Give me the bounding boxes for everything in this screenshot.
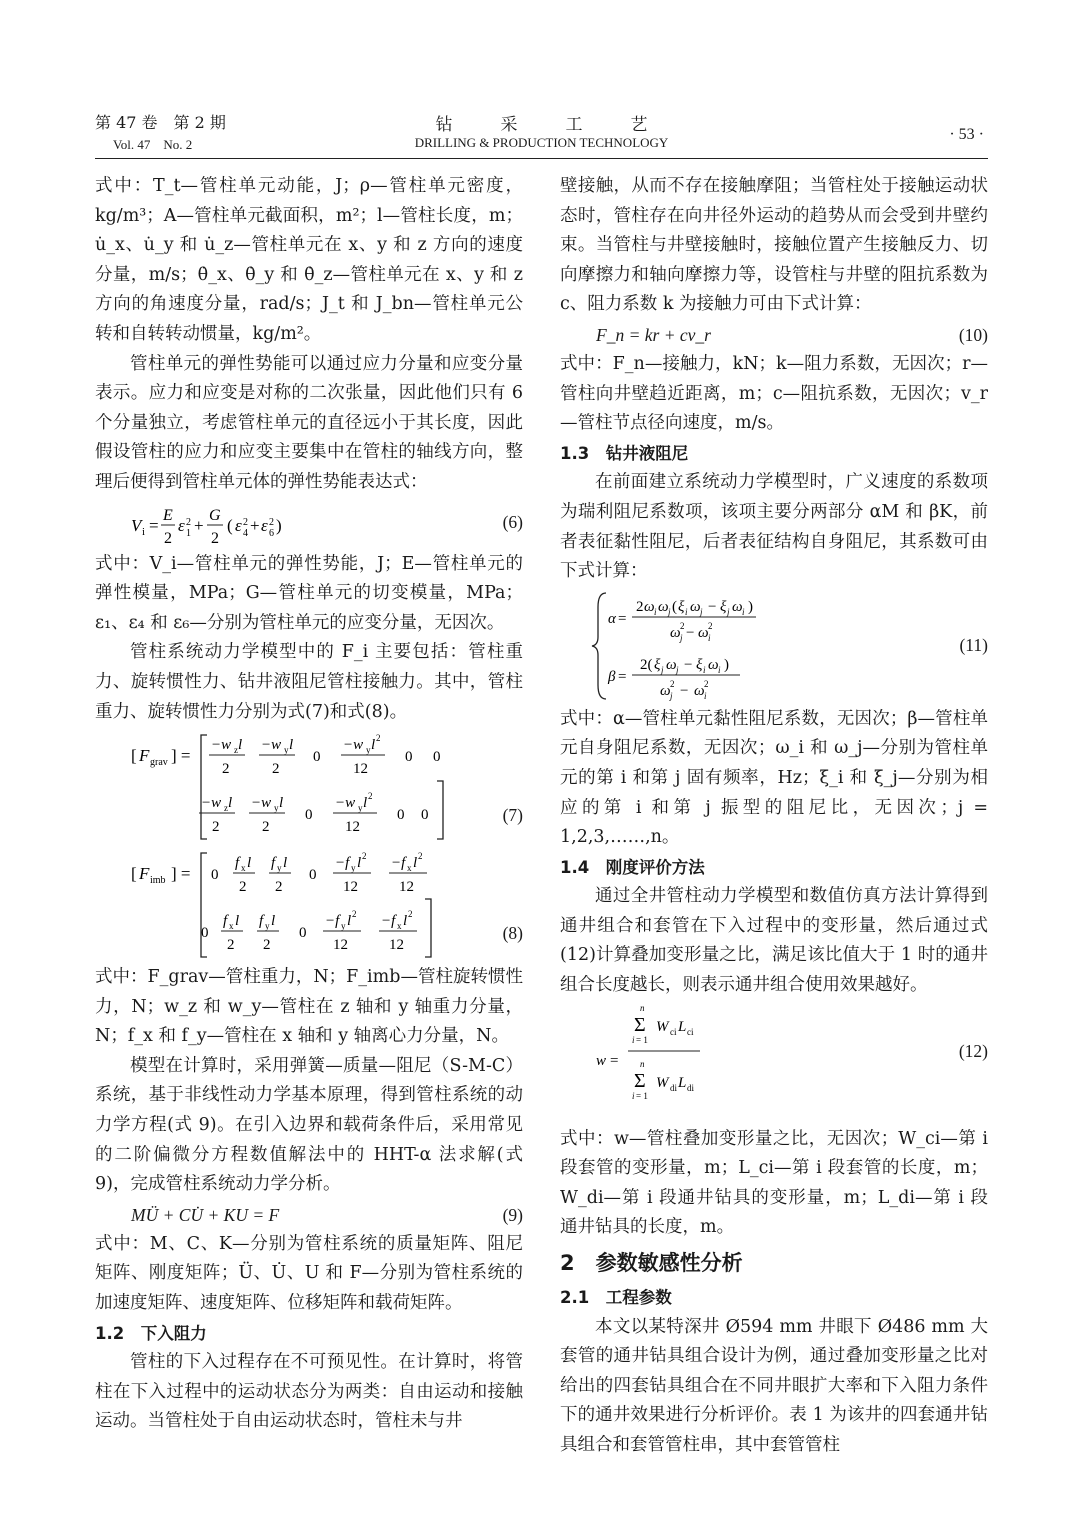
svg-text:= 1: = 1 (636, 1034, 648, 1045)
equation-10-formula: F_n = kr + cv_r (596, 324, 711, 345)
svg-text:12: 12 (399, 879, 414, 896)
equation-11 (560, 587, 988, 705)
svg-text:x: x (229, 921, 234, 932)
svg-text:−f: −f (335, 855, 350, 872)
svg-text:i: i (703, 664, 706, 675)
svg-text:di: di (670, 1082, 678, 1093)
svg-text:2: 2 (636, 598, 644, 615)
svg-text:12: 12 (333, 937, 348, 954)
svg-text:w: w (596, 1052, 607, 1069)
svg-text:i: i (632, 1090, 635, 1101)
svg-text:y: y (358, 803, 363, 814)
svg-text:0: 0 (397, 807, 405, 824)
svg-text:=: = (618, 610, 627, 627)
svg-text:f: f (223, 913, 228, 930)
svg-text:ξ: ξ (696, 656, 703, 673)
svg-text:12: 12 (389, 937, 404, 954)
svg-text:ω: ω (666, 656, 677, 673)
svg-text:1: 1 (186, 527, 191, 539)
svg-text:i: i (708, 632, 711, 643)
svg-text:l: l (371, 737, 376, 754)
svg-text:i: i (742, 606, 745, 617)
svg-text:i: i (704, 690, 707, 701)
equation-12-formula (560, 1001, 860, 1125)
svg-text:2: 2 (262, 819, 270, 836)
equation-7-formula (95, 727, 523, 845)
svg-text:): ) (724, 656, 729, 673)
svg-text:l: l (357, 855, 362, 872)
svg-text:l: l (235, 913, 240, 930)
svg-text:l: l (247, 855, 252, 872)
svg-text:ω: ω (698, 624, 709, 641)
svg-text:j: j (676, 664, 679, 675)
svg-text:−: − (684, 656, 693, 673)
svg-text:L: L (678, 1018, 687, 1035)
svg-text:L: L (678, 1074, 687, 1091)
svg-text:j: j (670, 690, 673, 701)
svg-text:−f: −f (325, 913, 340, 930)
svg-text:j: j (727, 606, 730, 617)
svg-text:G: G (209, 506, 221, 524)
journal-title-en: DRILLING & PRODUCTION TECHNOLOGY (414, 135, 669, 150)
svg-text:6: 6 (269, 527, 274, 539)
svg-text:2: 2 (272, 761, 280, 778)
svg-text:0: 0 (313, 749, 321, 766)
svg-text:x: x (407, 863, 412, 874)
equation-6-formula (95, 498, 395, 550)
svg-text:ε: ε (235, 515, 242, 535)
svg-text:x: x (241, 863, 246, 874)
svg-text:[: [ (131, 864, 137, 884)
svg-text:2: 2 (708, 620, 713, 631)
paragraph: 模型在计算时，采用弹簧—质量—阻尼（S-M-C）系统，基于非线性动力学基本原理，得到管柱系统的动力学方程(式 9)。在引入边界和载荷条件后，采用常见的二阶偏微分方程数值解法中的 HHT-α 法求解(式 9)，完成管柱系统动力学分析。 (95, 1055, 523, 1195)
svg-text:ω: ω (690, 598, 701, 615)
svg-text:2: 2 (680, 620, 685, 631)
running-header (95, 108, 988, 159)
svg-text:2: 2 (222, 761, 230, 778)
svg-text:n: n (640, 1002, 645, 1013)
right-column (560, 172, 988, 1461)
svg-text:y: y (284, 745, 289, 756)
equation-number: (12) (958, 1040, 988, 1061)
paragraph: 式中：α—管柱单元黏性阻尼系数，无因次；β—管柱单元自身阻尼系数，无因次；ω_i 和 ω_j—分别为管柱单元的第 i 和第 j 固有频率，Hz；ξ_i 和 ξ_j—分别为相应的第 i 和第 j 振型的阻尼比，无因次；j = 1,2,3,……,n。 (560, 708, 988, 848)
svg-text:0: 0 (433, 749, 441, 766)
svg-text:2: 2 (362, 851, 367, 862)
equation-6 (95, 498, 523, 550)
svg-text:E: E (163, 506, 173, 524)
svg-text:−f: −f (381, 913, 396, 930)
svg-text:n: n (640, 1058, 645, 1069)
volume-issue-en: Vol. 47 No. 2 (113, 137, 193, 152)
svg-text:W: W (656, 1018, 669, 1035)
svg-text:2: 2 (211, 529, 219, 547)
svg-text:l: l (289, 737, 294, 754)
svg-text:F: F (139, 864, 150, 884)
svg-text:2: 2 (263, 937, 271, 954)
equation-9 (95, 1200, 523, 1230)
svg-text:l: l (238, 737, 243, 754)
svg-text:ε: ε (178, 515, 185, 535)
svg-text:ci: ci (670, 1026, 677, 1037)
volume-issue-cn: 第 47 卷 第 2 期 (95, 113, 226, 132)
paragraph: 通过全井管柱动力学模型和数值仿真方法计算得到通井组合和套管在下入过程中的变形量，然后通过式(12)计算叠加变形量之比，满足该比值大于 1 时的通井组合长度越长，则表示通井组合使用效果越好。 (560, 886, 988, 996)
svg-text:2: 2 (212, 819, 220, 836)
svg-text:[: [ (131, 746, 137, 766)
svg-text:F: F (139, 746, 150, 766)
svg-text:β: β (608, 668, 616, 685)
svg-text:0: 0 (405, 749, 413, 766)
paragraph: 式中：M、C、K—分别为管柱系统的质量矩阵、阻尼矩阵、刚度矩阵；Ü、U̇、U 和 F—分别为管柱系统的加速度矩阵、速度矩阵、位移矩阵和载荷矩阵。 (95, 1233, 523, 1314)
svg-text:2: 2 (269, 516, 274, 528)
svg-text:2: 2 (239, 879, 247, 896)
svg-text:j: j (680, 632, 683, 643)
svg-text:y: y (341, 921, 346, 932)
svg-text:V: V (131, 515, 142, 535)
svg-text:f: f (271, 855, 276, 872)
svg-text:ξ: ξ (654, 656, 661, 673)
equation-number: (11) (959, 634, 988, 655)
svg-text:ω: ω (732, 598, 743, 615)
svg-text:−: − (680, 682, 689, 699)
svg-text:f: f (259, 913, 264, 930)
svg-text:= 1: = 1 (636, 1090, 648, 1101)
svg-text:z: z (234, 745, 238, 756)
svg-text:ω: ω (660, 682, 671, 699)
equation-number: (6) (502, 511, 523, 532)
svg-text:] =: ] = (171, 864, 191, 884)
svg-text:2: 2 (704, 678, 709, 689)
equation-12 (560, 1001, 988, 1125)
svg-text:12: 12 (353, 761, 368, 778)
paragraph: 式中：V_i—管柱单元的弹性势能，J；E—管柱单元的弹性模量，MPa；G—管柱单元的切变模量，MPa；ε₁、ε₄ 和 ε₆—分别为管柱单元的应变分量，无因次。 (95, 553, 523, 633)
svg-text:ξ: ξ (720, 598, 727, 615)
svg-text:+: + (250, 515, 260, 535)
equation-number: (8) (502, 923, 523, 944)
svg-text:ω: ω (670, 624, 681, 641)
svg-text:2: 2 (186, 516, 191, 528)
svg-text:j: j (661, 664, 664, 675)
svg-text:−w: −w (251, 795, 272, 812)
section-heading: 1.2 下入阻力 (95, 1323, 207, 1343)
svg-text:=: = (610, 1052, 619, 1069)
section-heading: 2.1 工程参数 (560, 1288, 672, 1308)
svg-text:Σ: Σ (634, 1069, 646, 1092)
svg-text:0: 0 (299, 925, 307, 942)
paragraph: 管柱的下入过程存在不可预见性。在计算时，将管柱在下入过程中的运动状态分为两类：自由运动和接触运动。当管柱处于自由运动状态时，管柱未与井 (95, 1352, 523, 1432)
chapter-heading: 2 参数敏感性分析 (560, 1251, 743, 1276)
svg-text:y: y (351, 863, 356, 874)
paragraph: 式中：T_t—管柱单元动能，J；ρ—管柱单元密度，kg/m³；A—管柱单元截面积，m²；l—管柱长度，m；u̇_x、u̇_y 和 u̇_z—管柱单元在 x、y 和 z 方向的速度分量，m/s；θ̇_x、θ̇_y 和 θ̇_z—管柱单元在 x、y 和 z 方向的角速度分量，rad/s；J_t 和 J_bn—管柱单元公转和自转转动惯量，kg/m²。 (95, 176, 523, 344)
svg-text:2(: 2( (640, 656, 653, 673)
svg-text:(: ( (227, 515, 233, 535)
equation-number: (7) (502, 805, 523, 826)
svg-text:−f: −f (391, 855, 406, 872)
svg-text:l: l (363, 795, 368, 812)
svg-text:l: l (347, 913, 352, 930)
svg-text:ω: ω (644, 598, 655, 615)
svg-text:l: l (228, 795, 233, 812)
equation-10 (560, 320, 988, 350)
svg-text:y: y (265, 921, 270, 932)
svg-text:2: 2 (418, 851, 423, 862)
svg-text:−w: −w (211, 737, 232, 754)
svg-text:ξ: ξ (678, 598, 685, 615)
svg-text:grav: grav (150, 757, 168, 769)
svg-text:4: 4 (243, 527, 248, 539)
svg-text:0: 0 (305, 807, 313, 824)
svg-text:l: l (403, 913, 408, 930)
svg-text:0: 0 (421, 807, 429, 824)
equation-11-formula (560, 587, 920, 705)
svg-text:−w: −w (261, 737, 282, 754)
svg-text:−w: −w (335, 795, 356, 812)
section-heading: 1.4 刚度评价方法 (560, 857, 705, 877)
svg-text:ε: ε (261, 515, 268, 535)
svg-text:j: j (700, 606, 703, 617)
svg-text:f: f (235, 855, 240, 872)
svg-text:): ) (276, 515, 282, 535)
svg-text:i: i (142, 525, 146, 538)
svg-text:] =: ] = (171, 746, 191, 766)
paragraph: 式中：w—管柱叠加变形量之比，无因次；W_ci—第 i 段套管的变形量，m；L_ci—第 i 段套管的长度，m；W_di—第 i 段通井钻具的变形量，m；L_di—第 i 段通井钻具的长度，m。 (560, 1128, 988, 1238)
section-heading: 1.3 钻井液阻尼 (560, 443, 689, 463)
svg-text:imb: imb (150, 875, 166, 887)
svg-text:2: 2 (227, 937, 235, 954)
svg-text:−w: −w (201, 795, 222, 812)
svg-text:−w: −w (343, 737, 364, 754)
svg-text:0: 0 (211, 867, 219, 884)
equation-7 (95, 727, 523, 845)
equation-number: (10) (958, 324, 988, 345)
paragraph: 管柱单元的弹性势能可以通过应力分量和应变分量表示。应力和应变是对称的二次张量，因此他们只有 6 个分量独立，考虑管柱单元的直径远小于其长度，因此假设管柱的应力和应变主要集中在管柱的轴线方向，整理后便得到管柱单元体的弹性势能表达式： (95, 353, 523, 492)
svg-text:0: 0 (309, 867, 317, 884)
svg-text:di: di (687, 1082, 695, 1093)
svg-text:2: 2 (368, 791, 373, 802)
svg-text:−: − (686, 624, 695, 641)
svg-text:): ) (748, 598, 753, 615)
page-number: · 53 · (949, 126, 984, 143)
svg-text:x: x (397, 921, 402, 932)
svg-text:(: ( (672, 598, 677, 615)
paragraph: 式中：F_grav—管柱重力，N；F_imb—管柱旋转惯性力，N；w_z 和 w_y—管柱在 z 轴和 y 轴重力分量，N；f_x 和 f_y—管柱在 x 轴和 y 轴离心力分量，N。 (95, 967, 523, 1047)
paragraph: 壁接触，从而不存在接触摩阻；当管柱处于接触运动状态时，管柱存在向井径外运动的趋势从而会受到井壁约束。当管柱与井壁接触时，接触位置产生接触反力、切向摩擦力和轴向摩擦力等，设管柱与井壁的阻抗系数为 c、阻力系数 k 为接触力可由下式计算： (560, 176, 988, 315)
svg-text:i: i (685, 606, 688, 617)
svg-text:i: i (632, 1034, 635, 1045)
svg-text:z: z (224, 803, 228, 814)
equation-number: (9) (502, 1204, 523, 1225)
svg-text:ω: ω (708, 656, 719, 673)
svg-text:l: l (271, 913, 276, 930)
svg-text:2: 2 (243, 516, 248, 528)
equation-8-formula (95, 845, 523, 963)
svg-text:l: l (283, 855, 288, 872)
equation-9-formula: MÜ + CU̇ + KU = F (131, 1204, 280, 1225)
paragraph: 式中：F_n—接触力，kN；k—阻力系数，无因次；r—管柱向井壁趋近距离，m；c—阻抗系数，无因次；v_r—管柱节点径向速度，m/s。 (560, 353, 988, 434)
left-column (95, 172, 523, 1437)
svg-text:Σ: Σ (634, 1013, 646, 1036)
svg-text:y: y (274, 803, 279, 814)
paragraph: 在前面建立系统动力学模型时，广义速度的系数项为瑞利阻尼系数项，该项主要分两部分 αM 和 βK，前者表征黏性阻尼，后者表征结构自身阻尼，其系数可由下式计算： (560, 472, 988, 582)
svg-text:2: 2 (164, 529, 172, 547)
svg-text:2: 2 (408, 909, 413, 920)
svg-text:ci: ci (687, 1026, 694, 1037)
svg-text:y: y (366, 745, 371, 756)
svg-text:ω: ω (658, 598, 669, 615)
svg-text:j: j (668, 606, 671, 617)
svg-text:2: 2 (352, 909, 357, 920)
svg-text:i: i (718, 664, 721, 675)
svg-text:i: i (654, 606, 657, 617)
svg-text:l: l (413, 855, 418, 872)
paragraph: 管柱系统动力学模型中的 F_i 主要包括：管柱重力、旋转惯性力、钻井液阻尼管柱接触力。其中，管柱重力、旋转惯性力分别为式(7)和式(8)。 (95, 642, 523, 722)
svg-text:=: = (149, 515, 159, 535)
svg-text:12: 12 (345, 819, 360, 836)
svg-text:0: 0 (201, 925, 209, 942)
svg-text:=: = (618, 668, 627, 685)
equation-8 (95, 845, 523, 963)
svg-text:2: 2 (670, 678, 675, 689)
svg-text:α: α (608, 610, 616, 627)
svg-text:12: 12 (343, 879, 358, 896)
svg-text:2: 2 (376, 733, 381, 744)
svg-text:l: l (279, 795, 284, 812)
svg-text:ω: ω (694, 682, 705, 699)
svg-text:2: 2 (275, 879, 283, 896)
svg-text:+: + (194, 515, 204, 535)
svg-text:y: y (277, 863, 282, 874)
svg-text:W: W (656, 1074, 669, 1091)
journal-title-cn: 钻采工艺 (435, 115, 696, 135)
svg-text:−: − (708, 598, 717, 615)
paragraph: 本文以某特深井 Ø594 mm 井眼下 Ø486 mm 大套管的通井钻具组合设计为例，通过叠加变形量之比对给出的四套钻具组合在不同井眼扩大率和下入阻力条件下的通井效果进行分析评价。表 1 为该井的四套通井钻具组合和套管管柱串，其中套管管柱 (560, 1316, 988, 1455)
